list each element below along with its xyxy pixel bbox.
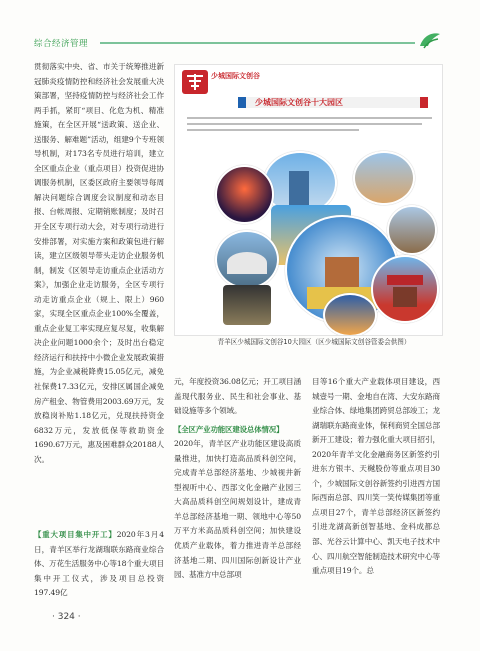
- figure-park-collage: [174, 64, 443, 336]
- photo-circle-courtyard: [387, 205, 437, 255]
- section-heading-major-projects: 【重大项目集中开工】: [34, 530, 117, 539]
- photo-hall: [223, 285, 271, 325]
- photo-circle-street: [353, 151, 415, 205]
- figure-banner-title: 少城国际文创谷十大园区: [255, 98, 343, 107]
- body-column-3: 目等16个重大产业载体项目建设，西城壹号一期、金地自在湾、大安东路商业综合体、绿地集团跨贸总部竣工；龙湖瑞联东路商业体，保利商贸全国总部新开工建设；着力强化重大项目招引，2020年青羊文化金融商务区新签约引进东方银丰、天樾股份等重点项目30个，少城国际文创谷新签约引进西方国际西南总部、四川笑一笑传媒集团等重点项目27个，青羊总部经济区新签约引进龙湖高新创智基地、金科成都总部、光谷云计算中心、凯天电子技术中心、四川航空智能制造技术研究中心等重点项目19个。总: [312, 377, 440, 576]
- figure-caption: 青羊区少城国际文创谷10大园区（区少城国际文创谷管委会供图）: [217, 338, 411, 346]
- section-heading-industry-zones: 【全区产业功能区建设总体情况】: [174, 424, 284, 434]
- paragraph-continued: 元，年度投资36.08亿元；开工项目涵盖现代服务业、民生和社会事业、基础设施等多个领域。: [174, 377, 301, 416]
- seal-logo-icon: [181, 69, 209, 95]
- photo-circle-dome: [215, 230, 279, 289]
- figure-intro-text-block: [187, 117, 432, 139]
- body-column-1-section: [34, 528, 164, 601]
- figure-logo-text: 少城国际文创谷: [211, 72, 260, 80]
- page-number: · 324 ·: [52, 612, 81, 622]
- header-rule: [100, 42, 415, 44]
- section-text-industry-zones: 2020年，青羊区产业功能区建设高质量推进，加快打造高品质科创空间，完成青羊总部经济基地、少城视井新型视听中心、西部文化金融产业园三大高品质科创空间规划设计，建成青羊总部经济基地一期、领地中心等50万平方米高品质科创空间；加快建设优质产业载体，着力推进青羊总部经济基地二期、四川国际创新设计产业园、基准方中总部项: [174, 439, 301, 580]
- photo-circle-pavilion: [371, 255, 439, 323]
- photo-circle-night-tower: [215, 165, 274, 224]
- body-column-1: 贯彻落实中央、省、市关于统筹推进新冠肺炎疫情防控和经济社会发展重大决策部署，坚持疫情防控与经济社会工作两手抓，紧盯“项目、化危为机、精准施策，在全区开展“送政策、送企业、送服务、解难题”活动，组建9个专班领导机制，对173名专员进行培训，建立全区重点企业（重点项目）投资促进协调服务机制，区委区政府主要领导每周解决问题综合调度会议制度和动态目报、台帐周报、定期销账制度；及时召开全区专项行动大会，对专项行动进行安排部署，对实施方案和政策包进行解读，建立区级领导带头走访企业服务机制，制发《区领导走访重点企业活动方案》，加强企业走访服务，全区专项行动走访重点企业（规上、限上）960家，实现全区重点企业100%全覆盖，重点企业复工率实现应复尽复，收集解决企业问题1000余个；及时出台稳定经济运行和扶持中小微企业发展政策措施，为企业减税降费15.05亿元，减免社保费17.33亿元，安排区属国企减免房产租金、物管费用2003.69万元，发放稳岗补贴1.18亿元，兑现扶持资金6832万元，发放低保等救助资金1690.67万元，惠及困难群众20188人次。: [34, 62, 164, 464]
- leaf-logo-icon: [418, 30, 442, 50]
- section-text-major-projects: 2020年3月4日，青羊区举行龙湖瑞联东路商业综合体、万花生活服务中心等18个重大项目集中开工仪式，涉及项目总投资197.49亿: [34, 530, 164, 598]
- header-title: 综合经济管理: [34, 39, 89, 49]
- body-column-2: [174, 375, 301, 583]
- photo-circle-street-night: [323, 293, 377, 336]
